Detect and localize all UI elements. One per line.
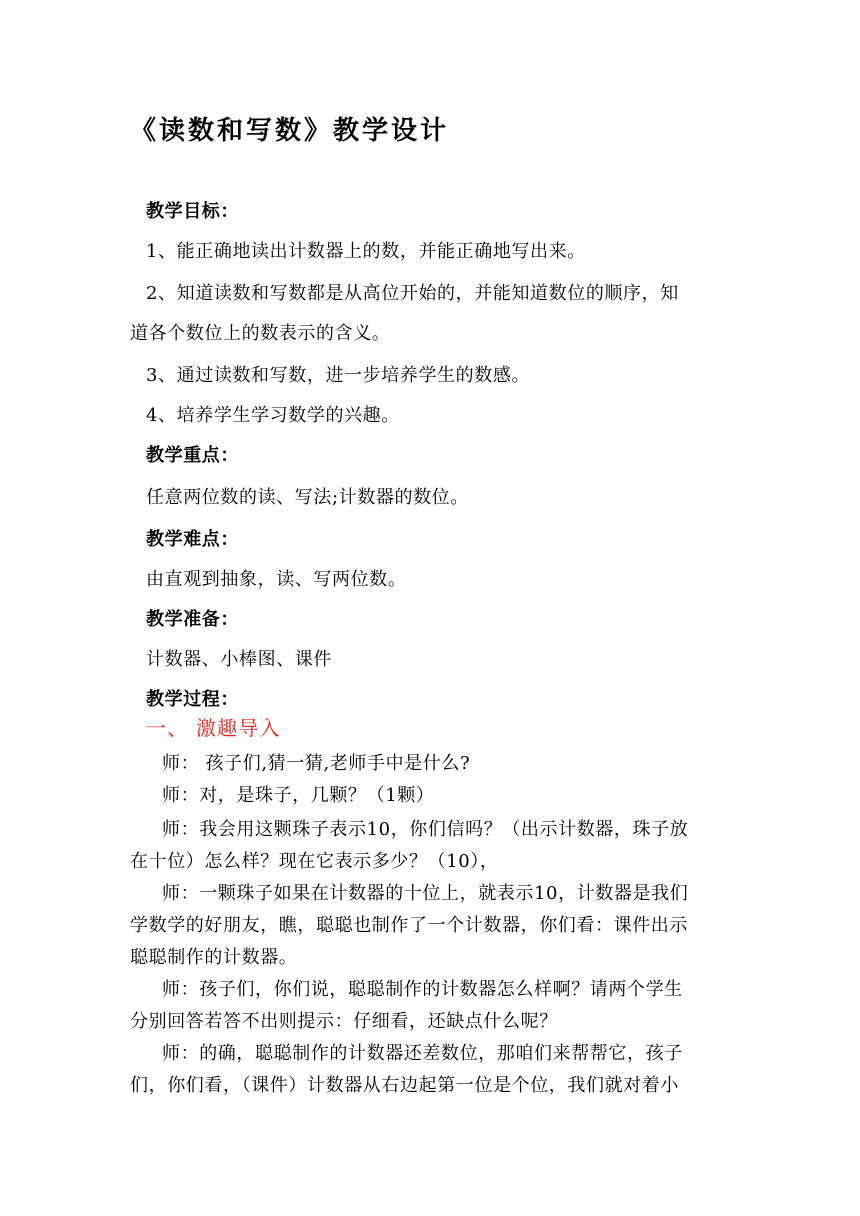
process-line: 师：的确，聪聪制作的计数器还差数位，那咱们来帮帮它，孩子 [162,1043,683,1064]
objectives-heading: 教学目标： [146,201,239,222]
preparation-heading: 教学准备： [146,609,239,630]
objective-item-4: 4、培养学生学习数学的兴趣。 [146,405,400,426]
process-line: 分别回答若答不出则提示：仔细看，还缺点什么呢？ [130,1011,558,1032]
objective-item-3: 3、通过读数和写数，进一步培养学生的数感。 [146,365,531,386]
document-title: 《读数和写数》教学设计 [130,116,450,146]
process-line: 在十位）怎么样？现在它表示多少？（10）， [130,851,499,872]
process-line: 聪聪制作的计数器。 [130,947,298,968]
preparation-text: 计数器、小棒图、课件 [146,649,332,670]
process-line: 师：一颗珠子如果在计数器的十位上，就表示10，计数器是我们 [162,883,689,904]
process-line: 师：对，是珠子，几颗？（1颗） [162,785,435,806]
objective-item-2: 2、知道读数和写数都是从高位开始的，并能知道数位的顺序，知 [146,283,679,304]
key-points-heading: 教学重点： [146,445,239,466]
process-heading: 教学过程： [146,689,239,710]
objective-item-2-continued: 道各个数位上的数表示的含义。 [130,323,391,344]
process-line: 学数学的好朋友，瞧，聪聪也制作了一个计数器，你们看：课件出示 [130,915,688,936]
difficulties-text: 由直观到抽象，读、写两位数。 [146,569,407,590]
key-points-text: 任意两位数的读、写法;计数器的数位。 [146,487,469,508]
process-line: 们，你们看，（课件）计数器从右边起第一位是个位，我们就对着小 [130,1075,679,1096]
process-line: 师： 孩子们,猜一猜,老师手中是什么? [162,753,471,774]
difficulties-heading: 教学难点： [146,529,239,550]
objective-item-1: 1、能正确地读出计数器上的数，并能正确地写出来。 [146,241,586,262]
process-line: 师：我会用这颗珠子表示10，你们信吗？（出示计数器，珠子放 [162,819,689,840]
section-1-title: 一、 激趣导入 [146,716,281,740]
process-line: 师：孩子们，你们说，聪聪制作的计数器怎么样啊？请两个学生 [162,979,683,1000]
